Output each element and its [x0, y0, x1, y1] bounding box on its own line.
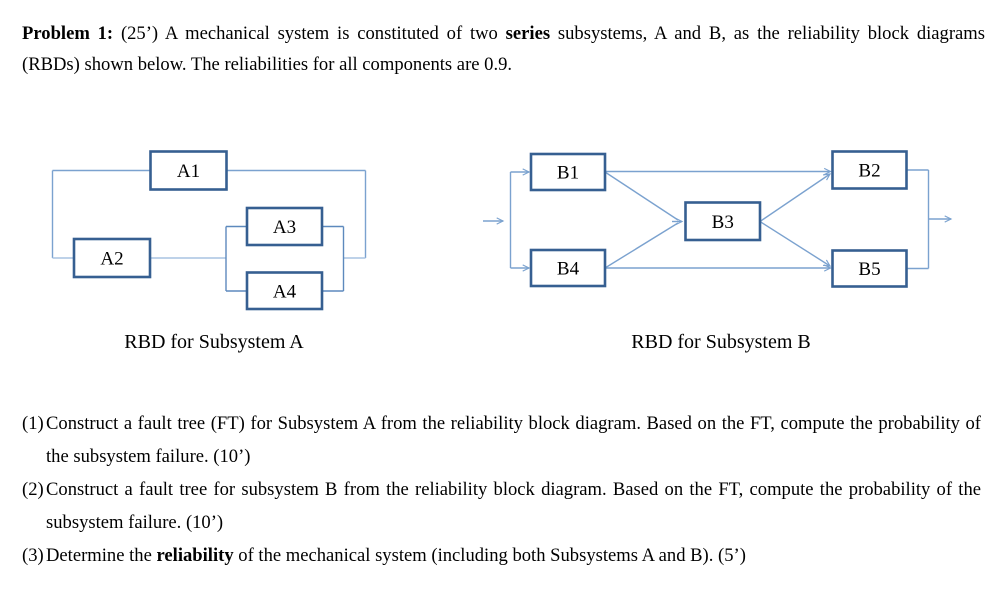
question-3	[22, 539, 981, 572]
question-2-number: (2)	[22, 479, 44, 500]
question-3-text-2: of the mechanical system (including both Subsystems A and B). (5’)	[233, 545, 746, 566]
arrow-b3-to-b2	[760, 174, 830, 222]
question-1-text: Construct a fault tree (FT) for Subsystem A from the reliability block diagram. Based on the FT, compute the probability of the subsystem failure. (10’)	[46, 413, 981, 467]
question-3-emphasis: reliability	[156, 545, 234, 566]
question-1-number: (1)	[22, 413, 44, 434]
arrow-b1-to-b3	[605, 172, 678, 220]
diagram-b-caption: RBD for Subsystem B	[631, 331, 811, 353]
statement-segment-1: (25’) A mechanical system is constituted of two	[113, 23, 506, 44]
component-label-a1: A1	[176, 161, 201, 182]
statement-emphasis: series	[505, 23, 551, 44]
question-3-number: (3)	[22, 545, 44, 566]
question-3-text: Determine the	[46, 545, 157, 566]
question-list	[22, 407, 981, 572]
component-label-b2: B2	[858, 160, 881, 182]
arrow-b4-to-b3	[605, 223, 678, 268]
arrow-b3-to-b5	[760, 222, 830, 267]
question-2-text: Construct a fault tree for subsystem B from the reliability block diagram. Based on the FT, compute the probability of the subsystem failure. (10’)	[46, 479, 981, 533]
component-label-b4: B4	[556, 258, 580, 280]
rbd-diagrams	[0, 140, 1008, 370]
component-label-b3: B3	[711, 212, 734, 233]
problem-number-label: Problem 1:	[22, 23, 114, 44]
component-label-b1: B1	[556, 162, 580, 184]
component-label-a4: A4	[272, 281, 297, 303]
question-1	[22, 407, 981, 473]
component-label-a3: A3	[272, 217, 297, 238]
component-label-a2: A2	[100, 248, 124, 270]
component-label-b5: B5	[858, 259, 881, 280]
question-2	[22, 473, 981, 539]
statement-segment-2: subsystems, A and B, as the reliability block diagrams (RBDs) shown below. The reliabilities for all components are 0.9.	[22, 23, 985, 75]
problem-statement	[22, 18, 985, 80]
diagram-a-caption: RBD for Subsystem A	[124, 331, 304, 353]
